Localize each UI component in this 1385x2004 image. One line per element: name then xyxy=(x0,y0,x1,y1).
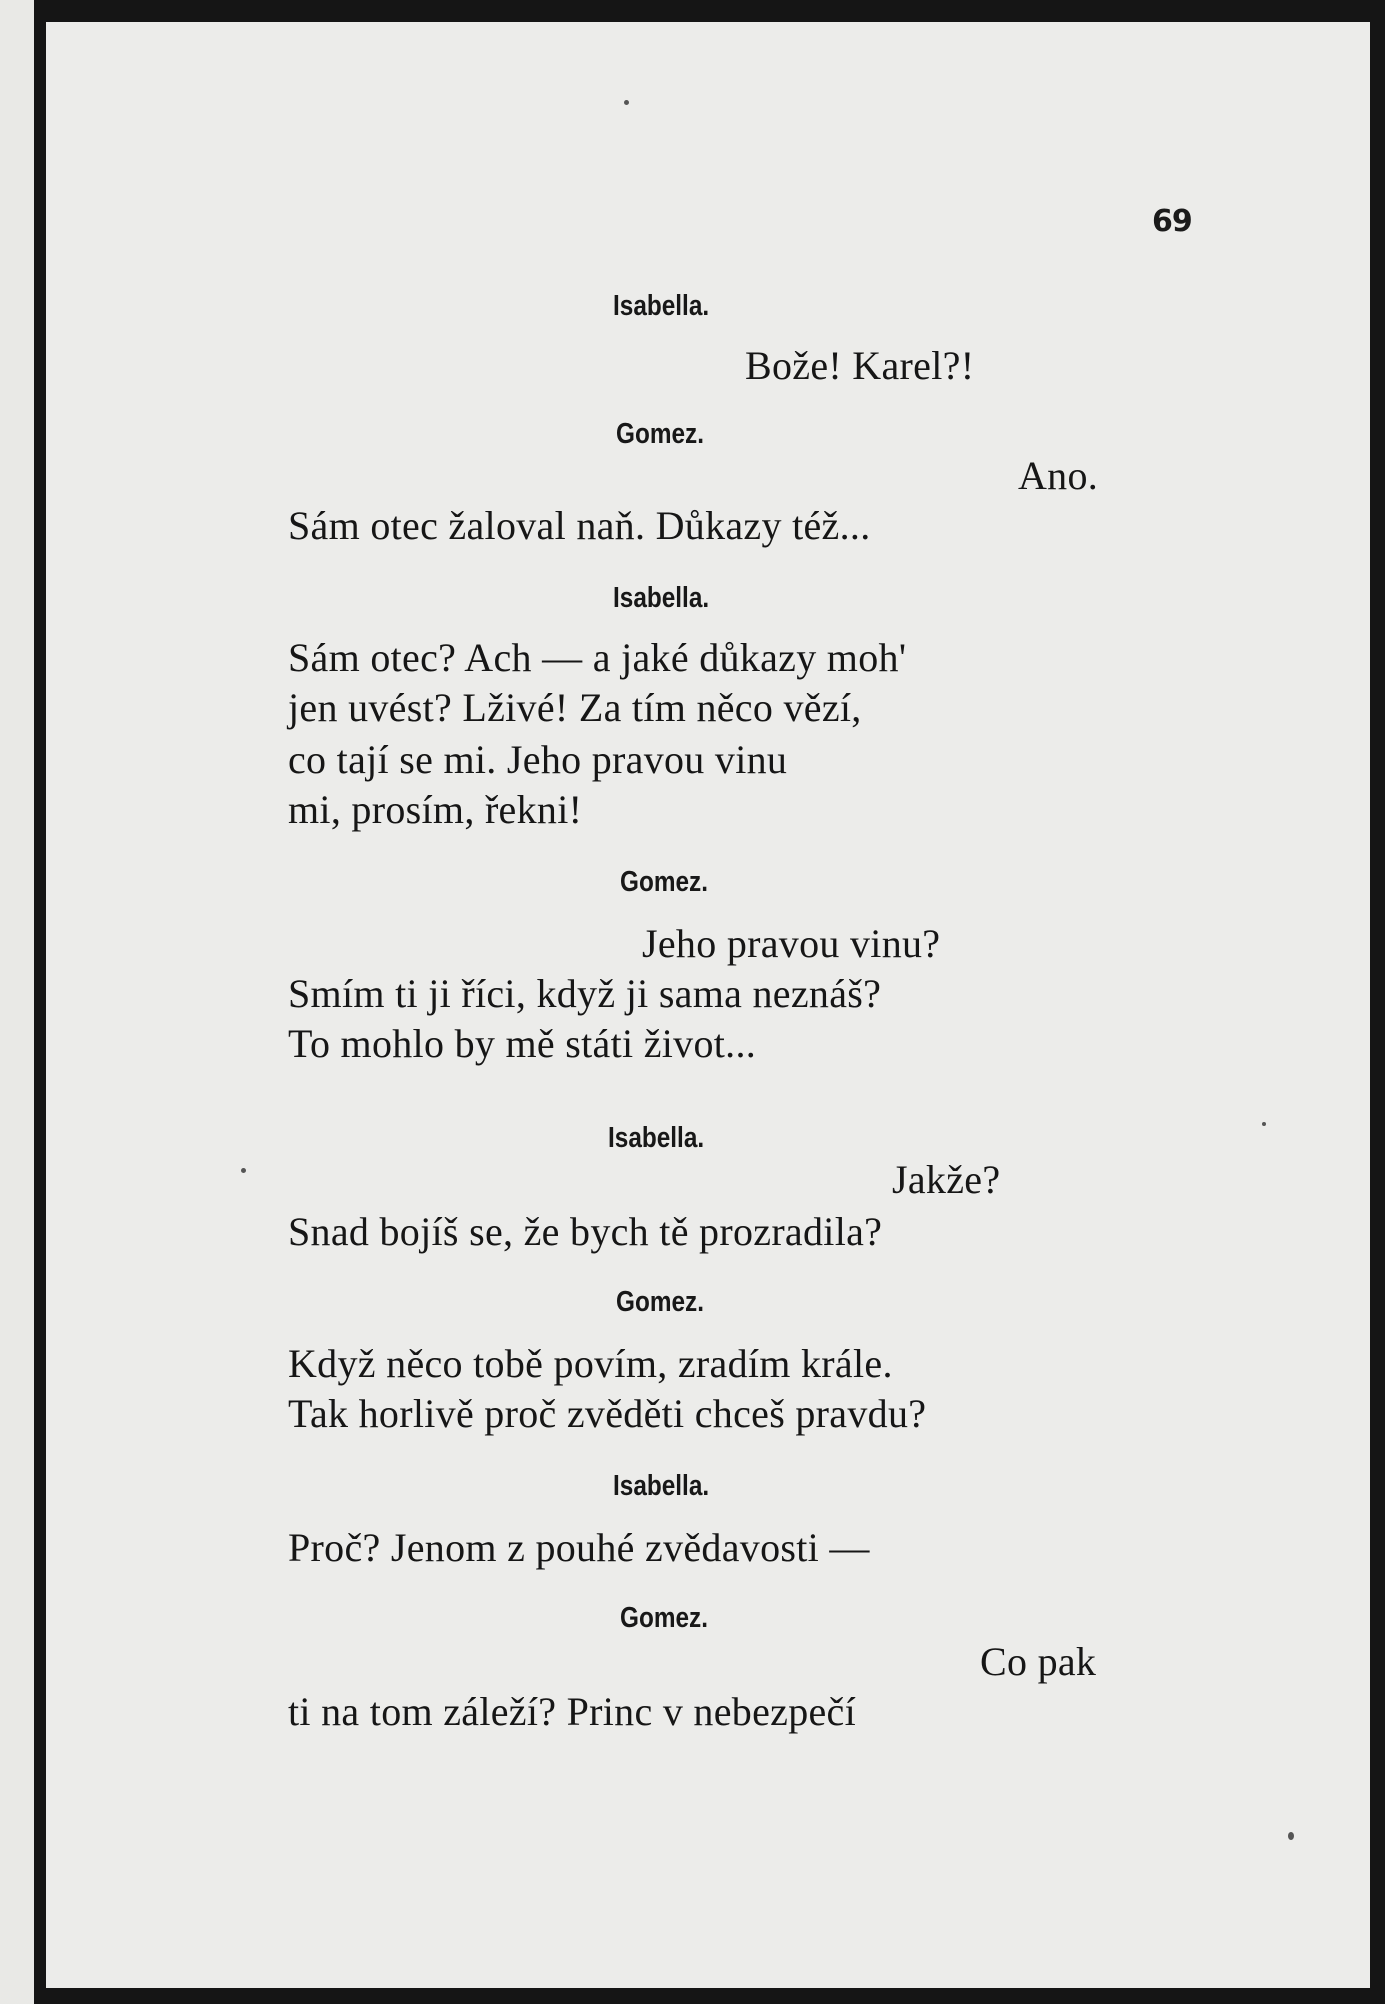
verse-line: mi, prosím, řekni! xyxy=(288,787,583,832)
verse-line: ti na tom záleží? Princ v nebezpečí xyxy=(288,1689,857,1734)
speaker-label: Gomez. xyxy=(616,1286,704,1318)
verse-line: Ano. xyxy=(1018,453,1099,498)
speaker-label: Isabella. xyxy=(613,582,710,614)
verse-line: Jeho pravou vinu? xyxy=(642,921,941,966)
verse-line: Sám otec? Ach — a jaké důkazy moh' xyxy=(288,635,907,680)
speaker-label: Isabella. xyxy=(613,1470,710,1502)
verse-line: Tak horlivě proč zvěděti chceš pravdu? xyxy=(288,1391,927,1436)
print-speck xyxy=(1288,1832,1294,1840)
speaker-label: Isabella. xyxy=(608,1122,705,1154)
speaker-label: Gomez. xyxy=(620,1602,708,1634)
verse-line: co tají se mi. Jeho pravou vinu xyxy=(288,737,788,782)
print-speck xyxy=(1262,1122,1266,1126)
verse-line: Sám otec žaloval naň. Důkazy též... xyxy=(288,503,871,548)
print-speck xyxy=(241,1168,246,1173)
verse-line: jen uvést? Lživé! Za tím něco vězí, xyxy=(288,685,862,730)
verse-line: Bože! Karel?! xyxy=(745,343,975,388)
book-page xyxy=(46,22,1370,1988)
speaker-label: Gomez. xyxy=(616,418,704,450)
verse-line: Když něco tobě povím, zradím krále. xyxy=(288,1341,893,1386)
page-number: 69 xyxy=(1152,204,1192,239)
speaker-label: Isabella. xyxy=(613,290,710,322)
verse-line: Co pak xyxy=(980,1639,1097,1684)
verse-line: Proč? Jenom z pouhé zvědavosti — xyxy=(288,1525,870,1570)
verse-line: To mohlo by mě státi život... xyxy=(288,1021,757,1066)
verse-line: Jakže? xyxy=(892,1157,1001,1202)
verse-line: Snad bojíš se, že bych tě prozradila? xyxy=(288,1209,883,1254)
speaker-label: Gomez. xyxy=(620,866,708,898)
adjacent-page-edge xyxy=(0,0,34,2004)
verse-line: Smím ti ji říci, když ji sama neznáš? xyxy=(288,971,882,1016)
print-speck xyxy=(624,100,629,105)
